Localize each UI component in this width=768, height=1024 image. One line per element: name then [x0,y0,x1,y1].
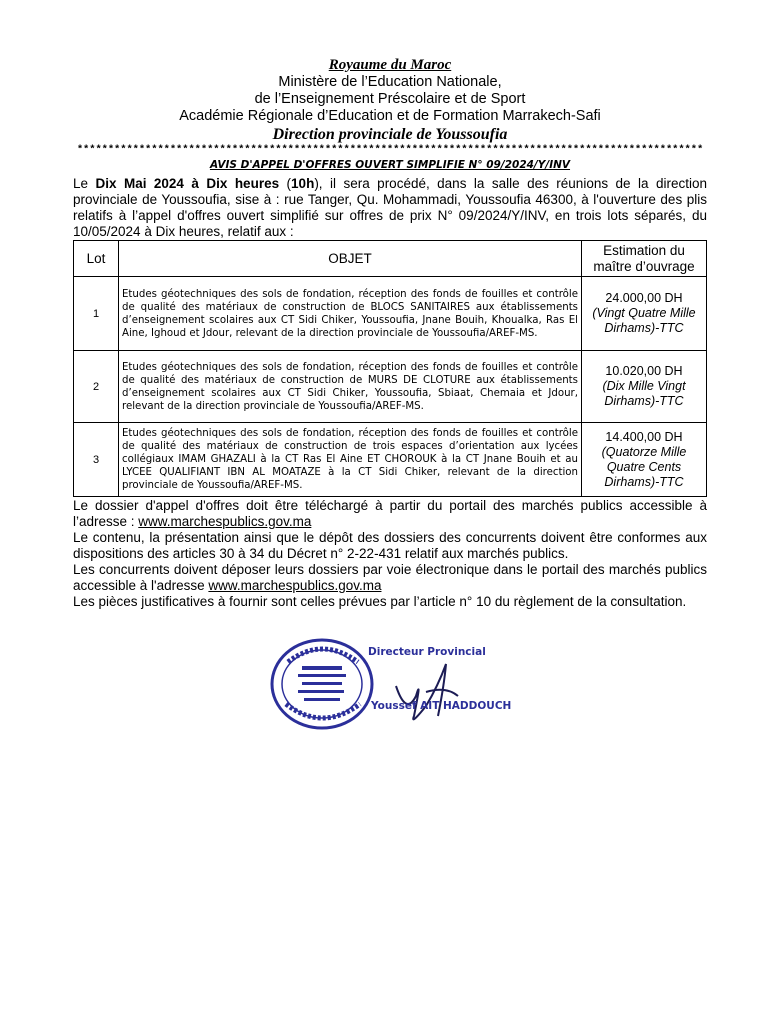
intro-text-1: Le [73,176,96,191]
avis-title: AVIS D'APPEL D'OFFRES OUVERT SIMPLIFIE N° 09/2024/Y/INV [209,159,571,171]
lot-objet: Etudes géotechniques des sols de fondation, réception des fonds de fouilles et contrôle de qualité des matériaux de construction de MURS DE CLOTURE aux établissements d’enseignement scolaires aux CT Sidi Chiker, Youssoufia, Sbiaat, Chemaia et Jdour, relevant de la direction provinciale de Youssoufia/AREF-MS. [119,351,582,423]
direction-title: Direction provinciale de Youssoufia [272,126,508,143]
kingdom-title: Royaume du Maroc [328,57,452,73]
intro-text-3: ), il sera procédé, dans la salle des réunions de la direction provinciale de Youssoufia, sise à : rue Tanger, Qu. Mohammadi, Youssoufia 46300, à l'ouverture des plis relatifs à l’appel d'offres ouvert simplifié sur offres de prix N° 09/2024/Y/INV, en trois lots séparés, du 10/05/2024 à Dix heures, relatif aux : [73,176,707,239]
header-objet: OBJET [119,241,582,277]
table-row [74,423,707,497]
submission-paragraph [73,562,707,594]
documents-paragraph: Les pièces justificatives à fournir sont celles prévues par l’article n° 10 du règlement de la consultation. [73,594,687,609]
official-stamp-icon [268,632,378,732]
handwritten-signature-icon [386,656,476,726]
academy-line: Académie Régionale d’Education et de Formation Marrakech-Safi [179,108,601,124]
header-estimation: Estimation du maître d’ouvrage [582,241,707,277]
lot-objet: Etudes géotechniques des sols de fondation, réception des fonds de fouilles et contrôle de qualité des matériaux de construction de trois espaces d’orientation aux lycées collégiaux IMAM GHAZALI à la CT Ras El Aine ET CHOROUK à la CT Jnane Bouih et au LYCEE QUALIFIANT IBN AL MOATAZE à la CT Sidi Chiker, relevant de la direction provinciale de Youssoufia/AREF-MS. [119,423,582,497]
lot-estimation [582,351,707,423]
closing-paragraphs [73,498,707,610]
estimation-amount: 24.000,00 DH [605,291,683,305]
table-row [74,351,707,423]
ministry-line-2: de l’Enseignement Préscolaire et de Sport [254,91,526,107]
table-row [74,277,707,351]
lot-number: 1 [74,277,119,351]
lots-table [73,240,707,497]
lot-estimation [582,423,707,497]
portal-link-2[interactable]: www.marchespublics.gov.ma [208,578,382,593]
table-header-row [74,241,707,277]
lot-number: 2 [74,351,119,423]
lot-number: 3 [74,423,119,497]
estimation-amount: 14.400,00 DH [605,429,683,444]
signature-block [268,632,528,732]
header-lot: Lot [74,241,119,277]
document-header [73,56,707,144]
estimation-words: (Dix Mille Vingt Dirhams)-TTC [602,379,686,408]
estimation-words: (Vingt Quatre Mille Dirhams)-TTC [592,306,696,335]
intro-hour: 10h [291,176,315,191]
estimation-words: (Quatorze Mille Quatre Cents Dirhams)-TTC [601,444,687,489]
download-paragraph [73,498,707,530]
separator-stars: ***************************************************************************************************** [76,144,704,156]
document-page [73,56,707,610]
submission-text: Les concurrents doivent déposer leurs dossiers par voie électronique dans le portail des marchés publics accessible à l'adresse [73,562,707,593]
ministry-line-1: Ministère de l’Education Nationale, [278,74,502,90]
intro-text-2: ( [279,176,292,191]
intro-date: Dix Mai 2024 à Dix heures [95,176,280,191]
signatory-name: Youssef AIT HADDOUCH [371,700,512,712]
lot-estimation [582,277,707,351]
download-text: Le dossier d'appel d'offres doit être téléchargé à partir du portail des marchés publics accessible à l’adresse : [73,498,707,529]
estimation-amount: 10.020,00 DH [605,364,683,378]
lot-objet: Etudes géotechniques des sols de fondation, réception des fonds de fouilles et contrôle de qualité des matériaux de construction de BLOCS SANITAIRES aux établissements d’enseignement scolaires aux CT Sidi Chiker, Youssoufia, Jnane Bouih, Khoualka, Ras El Aine, Ighoud et Jdour, relevant de la direction provinciale de Youssoufia/AREF-MS. [119,277,582,351]
intro-paragraph [73,176,707,240]
conformity-paragraph: Le contenu, la présentation ainsi que le dépôt des dossiers des concurrents doivent être conformes aux dispositions des articles 30 à 34 du Décret n° 2-22-431 relatif aux marchés publics. [73,530,707,561]
portal-link[interactable]: www.marchespublics.gov.ma [138,514,312,529]
signatory-title: Directeur Provincial [368,646,486,658]
